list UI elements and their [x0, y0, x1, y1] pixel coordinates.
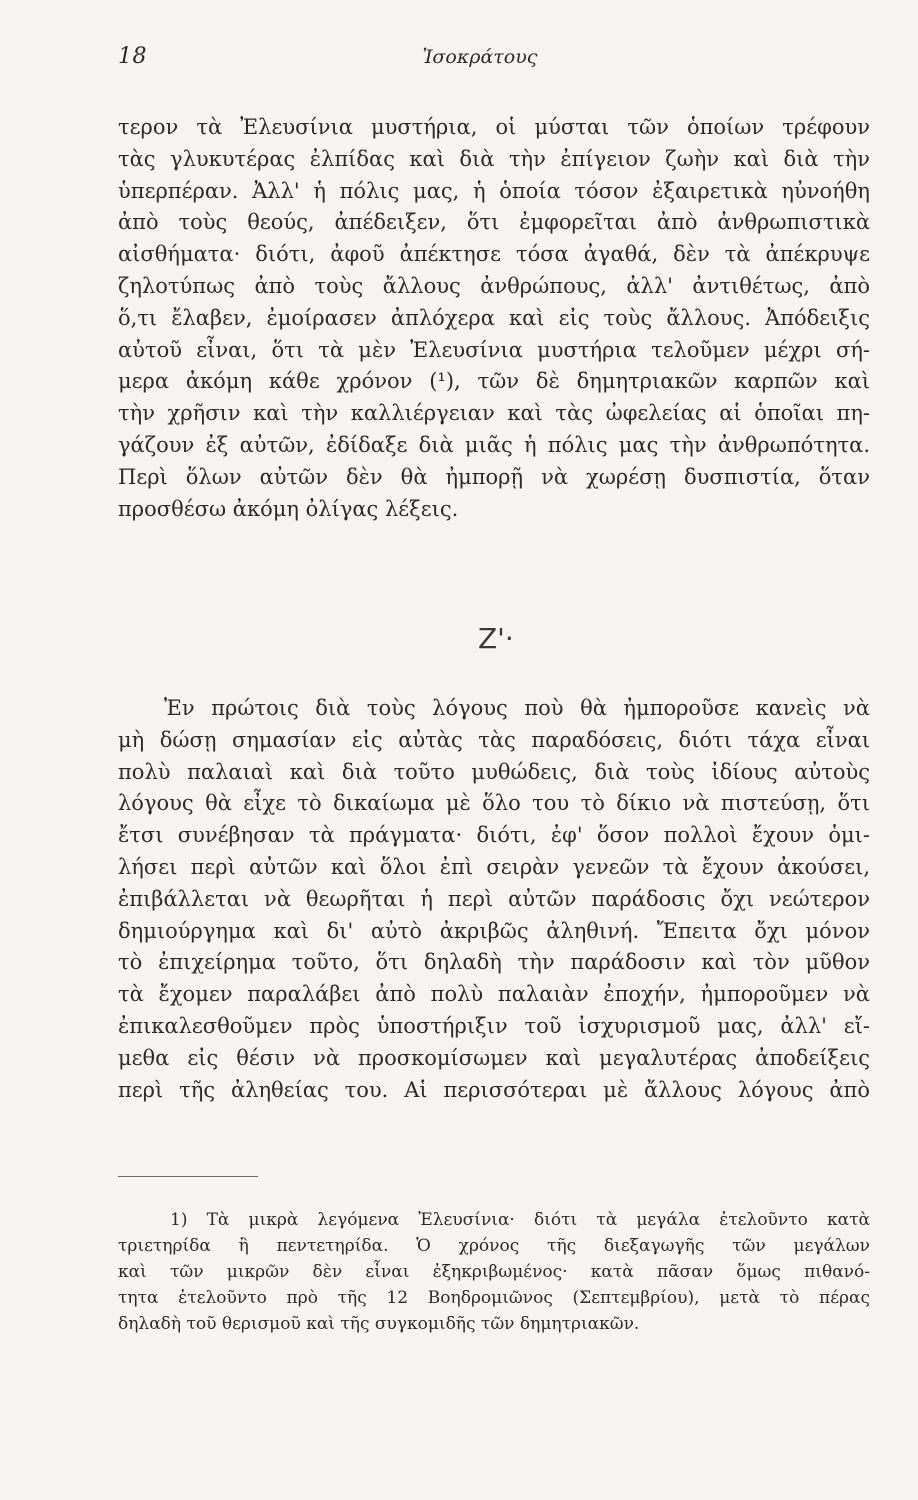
section-marker: Ζ'· — [478, 622, 514, 655]
page-header — [118, 44, 812, 78]
paragraph-2 — [118, 693, 870, 1106]
text-line: αὐτοῦ εἶναι, ὅτι τὰ μὲν Ἐλευσίνια μυστήρια τελοῦμεν μέχρι σή- — [118, 337, 870, 362]
running-title: Ἰσοκράτους — [422, 46, 538, 68]
footnote-line: 1) Τὰ μικρὰ λεγόμενα Ἐλευσίνια· διότι τὰ μεγάλα ἐτελοῦντο κατὰ — [170, 1210, 870, 1230]
footnote-line: τριετηρίδα ἢ πεντετηρίδα. Ὁ χρόνος τῆς διεξαγωγῆς τῶν μεγάλων — [118, 1236, 870, 1256]
text-line: ἐπιβάλλεται νὰ θεωρῆται ἡ περὶ αὐτῶν παράδοσις ὄχι νεώτερον — [118, 886, 870, 911]
text-line: αἰσθήματα· διότι, ἀφοῦ ἀπέκτησε τόσα ἀγαθά, δὲν τὰ ἀπέκρυψε — [118, 242, 870, 267]
paragraph-1 — [118, 112, 870, 525]
text-line: Περὶ ὅλων αὐτῶν δὲν θὰ ἠμπορῇ νὰ χωρέσῃ δυσπιστία, ὅταν — [118, 464, 870, 489]
text-line: τὸ ἐπιχείρημα τοῦτο, ὅτι δηλαδὴ τὴν παράδοσιν καὶ τὸν μῦθον — [118, 950, 870, 975]
footnote-line: καὶ τῶν μικρῶν δὲν εἶναι ἐξηκριβωμένος· κατὰ πᾶσαν ὅμως πιθανό- — [118, 1262, 870, 1282]
text-line: μὴ δώσῃ σημασίαν εἰς αὐτὰς τὰς παραδόσεις, διότι τάχα εἶναι — [118, 727, 870, 752]
text-line: ὑπερπέραν. Ἀλλ' ἡ πόλις μας, ἡ ὁποία τόσον ἐξαιρετικὰ ηὐνοήθη — [118, 178, 870, 203]
text-line: τὴν χρῆσιν καὶ τὴν καλλιέργειαν καὶ τὰς ὠφελείας αἱ ὁποῖαι πη- — [118, 401, 870, 426]
text-line: γάζουν ἐξ αὐτῶν, ἐδίδαξε διὰ μιᾶς ἡ πόλις μας τὴν ἀνθρωπότητα. — [118, 432, 870, 457]
footnotes — [118, 1207, 870, 1337]
text-line: τὰ ἔχομεν παραλάβει ἀπὸ πολὺ παλαιὰν ἐποχήν, ἠμποροῦμεν νὰ — [118, 982, 870, 1007]
text-line: μεθα εἰς θέσιν νὰ προσκομίσωμεν καὶ μεγαλυτέρας ἀποδείξεις — [118, 1045, 870, 1070]
page-number: 18 — [118, 44, 147, 69]
text-line: προσθέσω ἀκόμη ὀλίγας λέξεις. — [118, 496, 459, 521]
text-line: πολὺ παλαιαὶ καὶ διὰ τοῦτο μυθώδεις, διὰ τοὺς ἰδίους αὐτοὺς — [118, 759, 870, 784]
text-line: τὰς γλυκυτέρας ἐλπίδας καὶ διὰ τὴν ἐπίγειον ζωὴν καὶ διὰ τὴν — [118, 146, 870, 171]
text-line: ἐπικαλεσθοῦμεν πρὸς ὑποστήριξιν τοῦ ἰσχυρισμοῦ μας, ἀλλ' εἴ- — [118, 1013, 870, 1038]
footnote-line: τητα ἐτελοῦντο πρὸ τῆς 12 Βοηδρομιῶνος (Σεπτεμβρίου), μετὰ τὸ πέρας — [118, 1288, 870, 1308]
text-line: ὅ,τι ἔλαβεν, ἐμοίρασεν ἀπλόχερα καὶ εἰς τοὺς ἄλλους. Ἀπόδειξις — [118, 305, 870, 330]
text-line: Ἐν πρώτοις διὰ τοὺς λόγους ποὺ θὰ ἠμποροῦσε κανεὶς νὰ — [164, 696, 870, 720]
text-line: ζηλοτύπως ἀπὸ τοὺς ἄλλους ἀνθρώπους, ἀλλ' ἀντιθέτως, ἀπὸ — [118, 273, 870, 298]
text-line: δημιούργημα καὶ δι' αὐτὸ ἀκριβῶς ἀληθινή. Ἔπειτα ὄχι μόνον — [118, 918, 870, 943]
footnote-line: δηλαδὴ τοῦ θερισμοῦ καὶ τῆς συγκομιδῆς τῶν δημητριακῶν. — [118, 1314, 640, 1334]
footnote-divider — [118, 1176, 258, 1177]
text-line: ἔτσι συνέβησαν τὰ πράγματα· διότι, ἐφ' ὅσον πολλοὶ ἔχουν ὁμι- — [118, 823, 870, 848]
text-line: τερον τὰ Ἐλευσίνια μυστήρια, οἱ μύσται τῶν ὁποίων τρέφουν — [118, 115, 870, 139]
text-line: ἀπὸ τοὺς θεούς, ἀπέδειξεν, ὅτι ἐμφορεῖται ἀπὸ ἀνθρωπιστικὰ — [118, 210, 870, 235]
text-line: λήσει περὶ αὐτῶν καὶ ὅλοι ἐπὶ σειρὰν γενεῶν τὰ ἔχουν ἀκούσει, — [118, 854, 870, 879]
text-line: μερα ἀκόμη κάθε χρόνον (¹), τῶν δὲ δημητριακῶν καρπῶν καὶ — [118, 369, 870, 394]
text-line: λόγους θὰ εἶχε τὸ δικαίωμα μὲ ὅλο του τὸ δίκιο νὰ πιστεύσῃ, ὅτι — [118, 791, 870, 816]
text-line: περὶ τῆς ἀληθείας του. Αἱ περισσότεραι μὲ ἄλλους λόγους ἀπὸ — [118, 1077, 870, 1102]
